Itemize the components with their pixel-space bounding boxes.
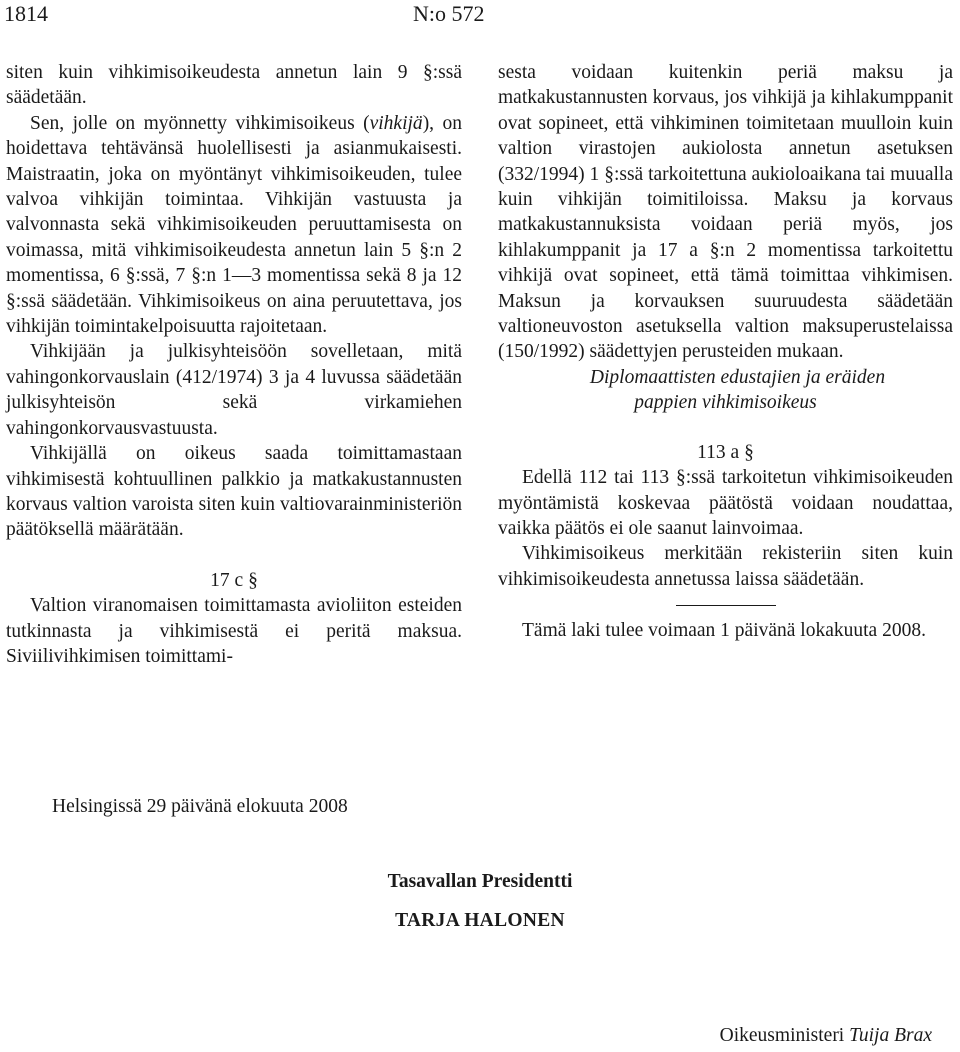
statute-number: N:o 572 bbox=[413, 1, 485, 26]
minister-title: Oikeusministeri bbox=[719, 1025, 845, 1046]
page-number: 1814 bbox=[4, 1, 48, 26]
chapter-heading bbox=[498, 365, 953, 416]
paragraph-vihkija bbox=[6, 111, 462, 340]
paragraph-decision: Edellä 112 tai 113 §:ssä tarkoitetun vihkimisoikeuden myöntämistä koskevaa päätöstä voidaan noudattaa, vaikka päätös ei ole saanut lainvoimaa. bbox=[498, 467, 953, 539]
paragraph-entry-into-force: Tämä laki tulee voimaan 1 päivänä lokakuuta 2008. bbox=[522, 620, 926, 642]
paragraph-continuation: sesta voidaan kuitenkin periä maksu ja matkakustannusten korvaus, jos vihkijä ja kihlakumppanit ovat sopineet, että vihkiminen toimitetaan muulloin kuin valtion virastojen aukiolosta annetun asetuksen (332/1994) 1 §:ssä tarkoitettuna aukioloaikana tai muualla kuin vihkijän toimitiloissa. Maksu ja korvaus matkakustannuksista voidaan periä myös, jos kihlakumppanit ja 17 a §:n 2 momentissa tarkoitettu vihkijä ovat sopineet, että tämä toimittaa vihkimisen. Maksun ja korvauksen suuruudesta säädetään valtioneuvoston asetuksella valtion maksuperustelaissa (150/1992) säädettyjen perusteiden mukaan. bbox=[498, 62, 953, 363]
term-vihkija: vihkijä bbox=[369, 112, 423, 134]
section-heading-17c: 17 c § bbox=[210, 569, 258, 591]
chapter-heading-line: Diplomaattisten edustajien ja eräiden bbox=[589, 366, 886, 388]
paragraph-register: Vihkimisoikeus merkitään rekisteriin siten kuin vihkimisoikeudesta annetussa laissa säädetään. bbox=[498, 543, 953, 590]
president-name: TARJA HALONEN bbox=[395, 910, 565, 931]
paragraph-continuation: siten kuin vihkimisoikeudesta annetun lain 9 §:ssä säädetään. bbox=[6, 62, 462, 109]
paragraph-text: ), on hoidettava tehtävänsä huolellisesti ja asianmukaisesti. Maistraatin, joka on myöntänyt vihkimisoikeuden, tulee valvoa vihkijän toimintaa. Vihkijän vastuusta ja valvonnasta sekä vihkimisoikeuden peruuttamisesta on voimassa, mitä vihkimisoikeudesta annetun lain 5 §:n 2 momentissa, 6 §:ssä, 7 §:n 1—3 momentissa sekä 8 ja 12 §:ssä säädetään. Vihkimisoikeus on aina peruutettava, jos vihkijän toimintakelpoisuutta rajoitetaan. bbox=[6, 112, 463, 338]
paragraph-compensation: Vihkijällä on oikeus saada toimittamastaan vihkimisestä kohtuullinen palkkio ja matkakustannusten korvaus valtion varoista siten kuin valtiovarainministeriön päätöksellä määrätään. bbox=[6, 443, 462, 541]
left-column bbox=[6, 60, 462, 669]
page-header bbox=[0, 0, 960, 30]
section-heading-113a: 113 a § bbox=[697, 441, 754, 463]
president-title: Tasavallan Presidentti bbox=[387, 871, 573, 892]
place-and-date: Helsingissä 29 päivänä elokuuta 2008 bbox=[52, 796, 348, 817]
minister-signature bbox=[720, 1023, 932, 1048]
minister-name: Tuija Brax bbox=[849, 1025, 932, 1046]
paragraph-text: Sen, jolle on myönnetty vihkimisoikeus ( bbox=[30, 112, 370, 134]
paragraph-liability: Vihkijään ja julkisyhteisöön sovelletaan, mitä vahingonkorvauslain (412/1974) 3 ja 4 luvussa säädetään julkisyhteisön sekä virkamiehen vahingonkorvausvastuusta. bbox=[6, 341, 462, 439]
chapter-heading-line: pappien vihkimisoikeus bbox=[634, 392, 817, 414]
right-column bbox=[498, 60, 953, 644]
paragraph-fees: Valtion viranomaisen toimittamasta avioliiton esteiden tutkinnasta ja vihkimisestä ei peritä maksua. Siviilivihkimisen toimittami- bbox=[6, 595, 462, 667]
divider-rule bbox=[676, 605, 776, 606]
